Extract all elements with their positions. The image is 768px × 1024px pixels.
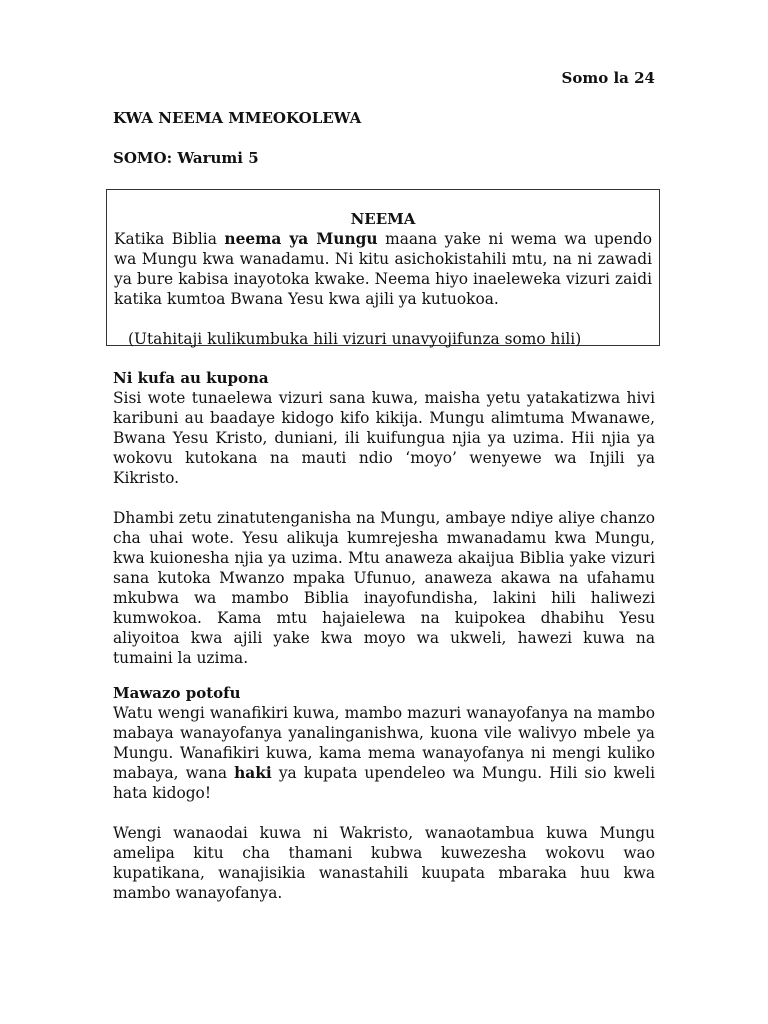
paragraph: Sisi wote tunaelewa vizuri sana kuwa, maisha yetu yatakatizwa hivi karibuni au baadaye kidogo kifo kikija. Mungu alimtuma Mwanawe, Bwana Yesu Kristo, duniani, ili kuifungua njia ya uzima. Hii njia ya wokovu kutokana na mauti ndio ‘moyo’ wenyewe wa Injili ya Kikristo. bbox=[113, 389, 655, 487]
paragraph-text-start: Watu wengi wanafikiri kuwa, mambo mazuri wanayofanya na mambo mabaya wanayofanya yanalinganishwa, kuona vile walivyo mbele ya Mungu. Wanafikiri kuwa, kama mema wanayofanya ni mengi kuliko mabaya, wana bbox=[113, 704, 655, 782]
box-text-start: Katika Biblia bbox=[114, 230, 225, 248]
section-ni-kufa bbox=[113, 368, 655, 668]
box-text-end: maana yake ni wema wa upendo wa Mungu kwa wanadamu. Ni kitu asichokistahili mtu, na ni zawadi ya bure kabisa inayotoka kwake. Neema hiyo inaeleweka vizuri zaidi katika kumtoa Bwana Yesu kwa ajili ya kutuokoa. bbox=[114, 230, 653, 308]
paragraph-text-bold: haki bbox=[234, 764, 272, 782]
definition-box bbox=[106, 189, 660, 346]
section-heading: Ni kufa au kupona bbox=[113, 369, 269, 387]
box-text-bold: neema ya Mungu bbox=[224, 230, 378, 248]
box-definition-text bbox=[114, 229, 652, 309]
paragraph bbox=[113, 703, 655, 803]
box-heading: NEEMA bbox=[350, 210, 416, 228]
document-title: KWA NEEMA MMEOKOLEWA bbox=[113, 109, 362, 127]
scripture-reference: SOMO: Warumi 5 bbox=[113, 149, 259, 167]
section-heading: Mawazo potofu bbox=[113, 684, 241, 702]
paragraph-text-end: ya kupata upendeleo wa Mungu. Hili sio kweli hata kidogo! bbox=[113, 764, 655, 802]
paragraph: Dhambi zetu zinatutenganisha na Mungu, ambaye ndiye aliye chanzo cha uhai wote. Yesu alikuja kumrejesha mwanadamu kwa Mungu, kwa kuionesha njia ya uzima. Mtu anaweza akaijua Biblia yake vizuri sana kutoka Mwanzo mpaka Ufunuo, anaweza akawa na ufahamu mkubwa wa mambo Biblia inayofundisha, lakini hili haliwezi kumwokoa. Kama mtu hajaielewa na kuipokea dhabihu Yesu aliyoitoa kwa ajili yake kwa moyo wa ukweli, hawezi kuwa na tumaini la uzima. bbox=[113, 509, 655, 667]
lesson-number: Somo la 24 bbox=[561, 69, 655, 87]
box-note: (Utahitaji kulikumbuka hili vizuri unavyojifunza somo hili) bbox=[128, 330, 582, 348]
section-mawazo-potofu bbox=[113, 683, 655, 903]
paragraph: Wengi wanaodai kuwa ni Wakristo, wanaotambua kuwa Mungu amelipa kitu cha thamani kubwa kuwezesha wokovu wao kupatikana, wanajisikia wanastahili kuupata mbaraka huu kwa mambo wanayofanya. bbox=[113, 824, 655, 902]
